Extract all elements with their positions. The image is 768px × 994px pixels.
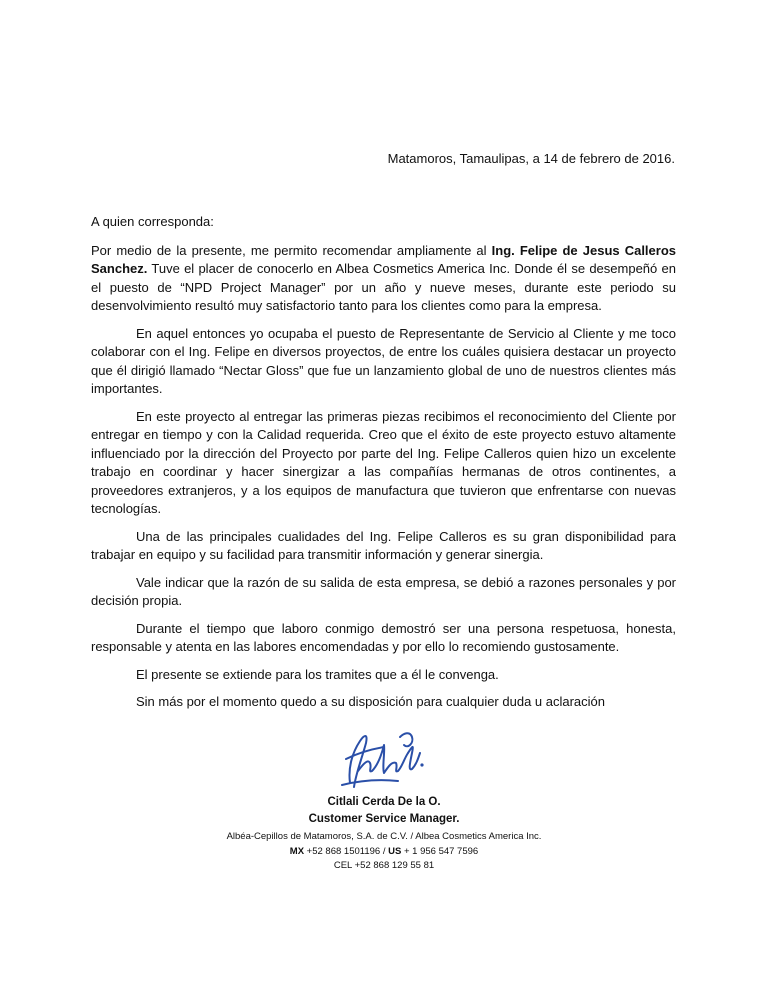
paragraph-8: Sin más por el momento quedo a su disposición para cualquier duda u aclaración [136, 694, 606, 709]
handwritten-signature [338, 723, 428, 791]
phone-us-label: US [388, 846, 402, 857]
signer-name: Citlali Cerda De la O. [327, 796, 441, 808]
paragraph-6: Durante el tiempo que laboro conmigo demostró ser una persona respetuosa, honesta, responsable y atenta en las labores encomendadas y por ello lo recomiendo gustosamente. [91, 620, 676, 654]
signer-cel: CEL +52 868 129 55 81 [333, 860, 435, 871]
phone-mx: +52 868 1501196 / [304, 846, 389, 857]
signer-phones [0, 845, 768, 858]
letter-body [91, 213, 676, 721]
phone-mx-label: MX [289, 846, 305, 857]
paragraph-4: Una de las principales cualidades del Ing. Felipe Calleros es su gran disponibilidad para trabajar en equipo y su facilidad para transmitir información y generar sinergia. [91, 528, 676, 562]
date-line: Matamoros, Tamaulipas, a 14 de febrero de 2016. [387, 151, 675, 166]
paragraph-5: Vale indicar que la razón de su salida de esta empresa, se debió a razones personales y por decisión propia. [91, 574, 676, 608]
paragraph-1-intro: Por medio de la presente, me permito recomendar ampliamente al [91, 242, 492, 258]
signer-company: Albéa-Cepillos de Matamoros, S.A. de C.V. / Albea Cosmetics America Inc. [226, 831, 542, 842]
paragraph-7: El presente se extiende para los tramites que a él le convenga. [136, 666, 499, 682]
phone-us: + 1 956 547 7596 [401, 846, 479, 857]
paragraph-1-rest: Tuve el placer de conocerlo en Albea Cosmetics America Inc. Donde él se desempeñó en el puesto de “NPD Project Manager” por un año y nueve meses, durante este periodo su desenvolvimiento resultó muy satisfactorio tanto para los clientes como para la empresa. [91, 261, 676, 313]
recommended-person-name: Ing. Felipe de Jesus Calleros Sanchez. [91, 242, 677, 276]
salutation: A quien corresponda: [91, 214, 214, 229]
signer-title: Customer Service Manager. [308, 813, 460, 825]
paragraph-1 [91, 242, 676, 316]
paragraph-2: En aquel entonces yo ocupaba el puesto de Representante de Servicio al Cliente y me toco colaborar con el Ing. Felipe en diversos proyectos, de entre los cuáles quisiera destacar un proyecto que él dirigió llamado “Nectar Gloss” que fue un lanzamiento global de uno de nuestros clientes más importantes. [91, 325, 676, 396]
paragraph-3: En este proyecto al entregar las primeras piezas recibimos el reconocimiento del Cliente por entregar en tiempo y con la Calidad requerida. Creo que el éxito de este proyecto estuvo altamente influenciado por la dirección del Proyecto por parte del Ing. Felipe Calleros quien hizo un excelente trabajo en coordinar y hacer sinergizar a las compañías hermanas de otros continentes, a proveedores extranjeros, y a los equipos de manufactura que tuvieron que enfrentarse con nuevas tecnologías. [91, 408, 676, 516]
